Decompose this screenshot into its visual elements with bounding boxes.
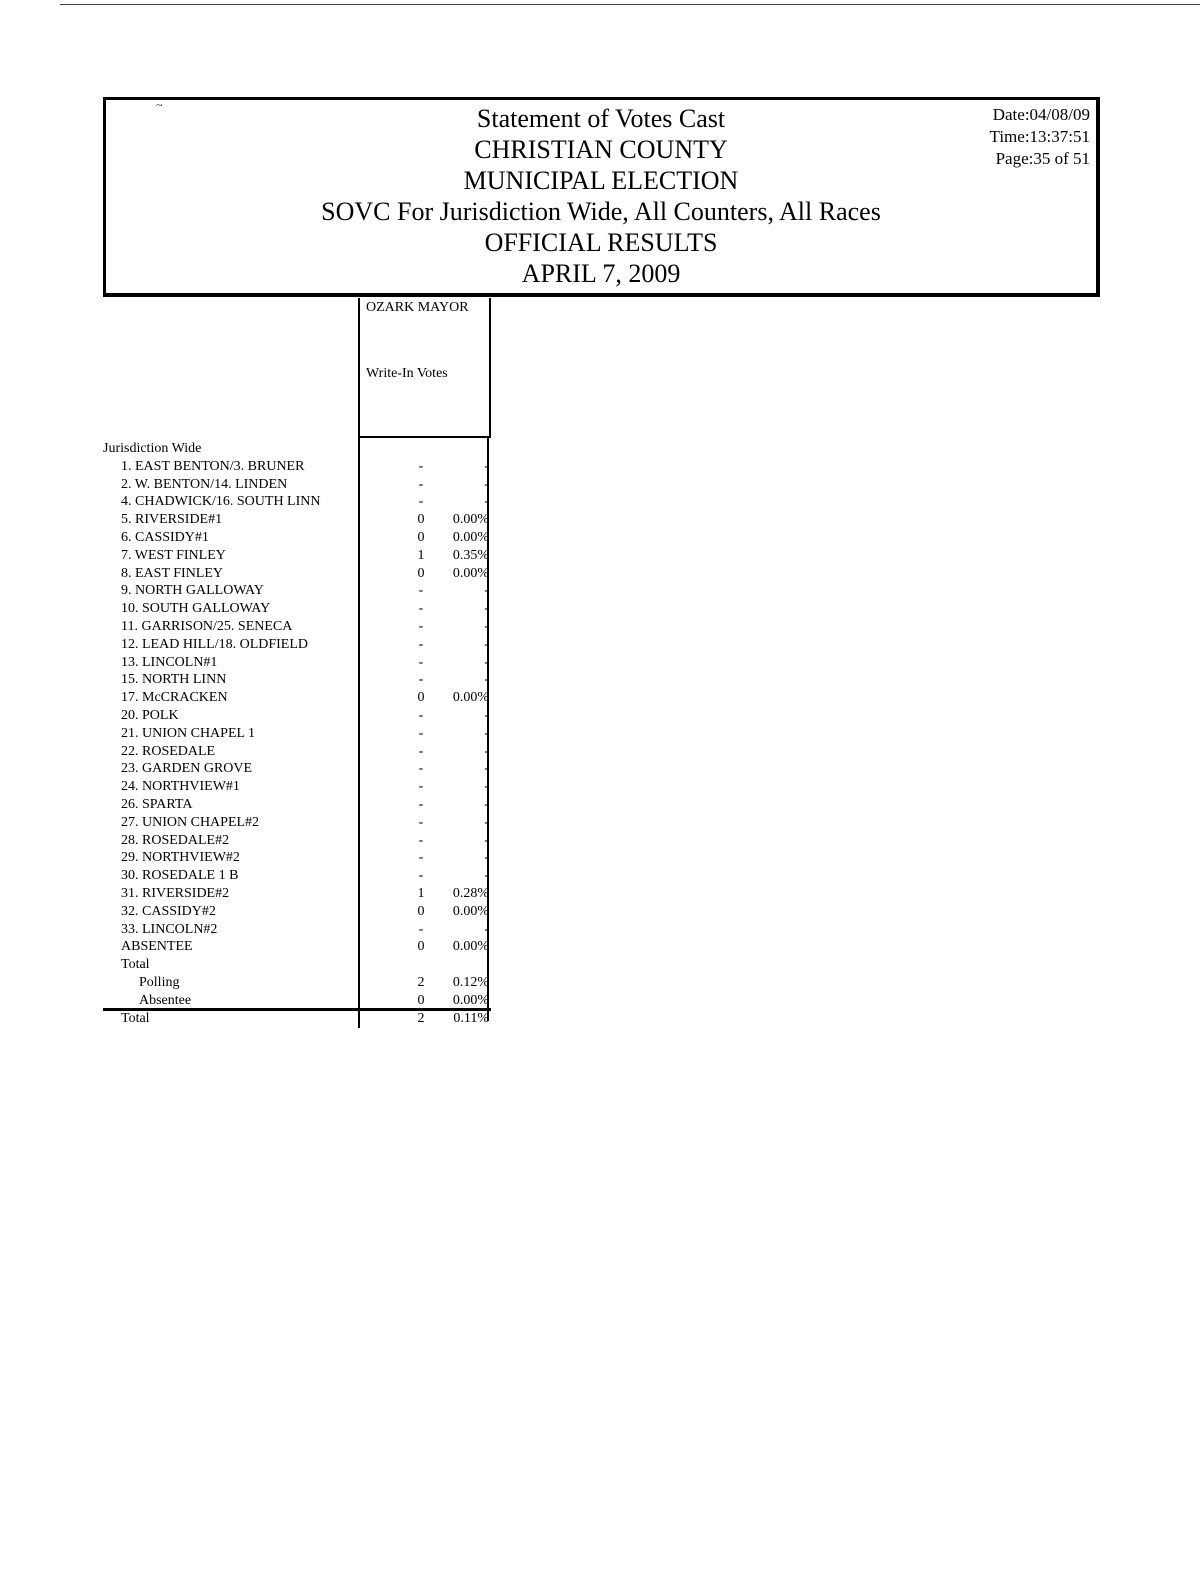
precinct-label: 24. NORTHVIEW#1 <box>121 779 240 795</box>
vote-percent: - <box>484 832 489 848</box>
election-date: APRIL 7, 2009 <box>521 259 681 288</box>
table-row <box>103 689 493 707</box>
table-row <box>103 921 493 939</box>
vote-count: 1 <box>417 885 425 901</box>
table-row <box>103 707 493 725</box>
vote-count: - <box>418 743 424 759</box>
vote-percent: - <box>484 814 489 830</box>
vote-count: - <box>418 583 424 599</box>
vote-count: - <box>418 921 424 937</box>
county-name: CHRISTIAN COUNTY <box>474 135 728 164</box>
precinct-label: 9. NORTH GALLOWAY <box>121 583 264 599</box>
table-row <box>103 903 493 921</box>
vote-count: - <box>418 832 424 848</box>
table-row <box>103 938 493 956</box>
vote-count: 0 <box>417 529 425 545</box>
table-row <box>103 849 493 867</box>
precinct-label: Total <box>121 957 150 973</box>
table-row <box>103 458 493 476</box>
precinct-label: 2. W. BENTON/14. LINDEN <box>121 476 288 492</box>
precinct-label: 5. RIVERSIDE#1 <box>121 512 223 528</box>
table-row <box>103 743 493 761</box>
vote-count: 2 <box>417 1010 425 1026</box>
precinct-label: 8. EAST FINLEY <box>121 565 224 581</box>
vote-count: 0 <box>417 903 425 919</box>
precinct-label: 29. NORTHVIEW#2 <box>121 850 240 866</box>
table-row <box>103 529 493 547</box>
vote-percent: - <box>484 850 489 866</box>
vote-percent: - <box>484 476 489 492</box>
table-row <box>103 778 493 796</box>
precinct-label: 28. ROSEDALE#2 <box>121 832 230 848</box>
precinct-label: 23. GARDEN GROVE <box>121 761 253 777</box>
precinct-label: 11. GARRISON/25. SENECA <box>121 618 293 634</box>
precinct-label: 32. CASSIDY#2 <box>121 903 216 919</box>
table-row <box>103 547 493 565</box>
vote-percent: 0.00% <box>452 903 489 919</box>
vote-count: - <box>418 850 424 866</box>
precinct-label: 7. WEST FINLEY <box>121 547 226 563</box>
vote-count: - <box>418 458 424 474</box>
precinct-label: 13. LINCOLN#1 <box>121 654 218 670</box>
table-row <box>103 671 493 689</box>
vote-count: 0 <box>417 565 425 581</box>
vote-percent: - <box>484 494 489 510</box>
vote-count: - <box>418 654 424 670</box>
table-row <box>103 1010 493 1028</box>
vote-count: - <box>418 707 424 723</box>
precinct-label: 15. NORTH LINN <box>121 672 227 688</box>
vote-percent: - <box>484 921 489 937</box>
precinct-label: 10. SOUTH GALLOWAY <box>121 601 271 617</box>
table-row <box>103 867 493 885</box>
table-row <box>103 493 493 511</box>
vote-percent: - <box>484 672 489 688</box>
vote-percent: - <box>484 725 489 741</box>
table-row <box>103 796 493 814</box>
race-name: OZARK MAYOR <box>366 300 469 315</box>
vote-count: 0 <box>417 690 425 706</box>
report-date: Date:04/08/09 <box>992 105 1090 124</box>
vote-percent: 0.35% <box>452 547 489 563</box>
vote-percent: - <box>484 743 489 759</box>
report-time: Time:13:37:51 <box>989 127 1090 146</box>
table-row <box>103 565 493 583</box>
vote-percent: - <box>484 618 489 634</box>
table-row <box>103 760 493 778</box>
vote-percent: - <box>484 761 489 777</box>
precinct-label: 1. EAST BENTON/3. BRUNER <box>121 458 305 474</box>
table-row <box>103 618 493 636</box>
vote-percent: 0.00% <box>452 529 489 545</box>
table-row <box>103 992 493 1010</box>
vote-percent: - <box>484 636 489 652</box>
vote-percent: 0.00% <box>452 690 489 706</box>
report-title-block <box>106 103 1096 289</box>
page-number: Page:35 of 51 <box>995 149 1090 168</box>
scan-mark: ~ <box>156 98 163 112</box>
vote-percent: - <box>484 779 489 795</box>
precinct-label: 27. UNION CHAPEL#2 <box>121 814 260 830</box>
table-row <box>103 582 493 600</box>
results-table <box>103 440 493 1027</box>
vote-percent: - <box>484 583 489 599</box>
precinct-label: 17. McCRACKEN <box>121 690 228 706</box>
vote-percent: - <box>484 654 489 670</box>
precinct-label: Absentee <box>139 992 192 1008</box>
scan-top-edge <box>60 4 1200 5</box>
table-row <box>103 636 493 654</box>
precinct-label: 22. ROSEDALE <box>121 743 216 759</box>
precinct-label: 4. CHADWICK/16. SOUTH LINN <box>121 494 321 510</box>
vote-percent: 0.00% <box>452 565 489 581</box>
report-meta <box>990 104 1090 170</box>
table-row <box>103 885 493 903</box>
table-row <box>103 832 493 850</box>
precinct-label: 20. POLK <box>121 707 179 723</box>
table-row <box>103 956 493 974</box>
vote-count: - <box>418 868 424 884</box>
report-title: Statement of Votes Cast <box>476 104 726 133</box>
table-row <box>103 476 493 494</box>
table-row <box>103 725 493 743</box>
vote-percent: 0.00% <box>452 512 489 528</box>
precinct-label: 31. RIVERSIDE#2 <box>121 885 230 901</box>
vote-percent: - <box>484 796 489 812</box>
precinct-label: Jurisdiction Wide <box>103 441 202 456</box>
precinct-label: 21. UNION CHAPEL 1 <box>121 725 256 741</box>
precinct-label: 12. LEAD HILL/18. OLDFIELD <box>121 636 309 652</box>
vote-percent: - <box>484 707 489 723</box>
vote-percent: 0.12% <box>452 974 489 990</box>
vote-count: - <box>418 476 424 492</box>
vote-count: - <box>418 725 424 741</box>
vote-count: 1 <box>417 547 425 563</box>
vote-count: 0 <box>417 939 425 955</box>
vote-percent: 0.28% <box>452 885 489 901</box>
vote-percent: 0.00% <box>452 939 489 955</box>
vote-count: 0 <box>417 512 425 528</box>
table-row <box>103 600 493 618</box>
vote-count: - <box>418 494 424 510</box>
vote-count: 2 <box>417 974 425 990</box>
candidate-name: Write-In Votes <box>366 366 448 381</box>
table-row <box>103 654 493 672</box>
table-row <box>103 440 493 458</box>
vote-percent: - <box>484 868 489 884</box>
report-scope: SOVC For Jurisdiction Wide, All Counters, All Races <box>321 197 881 226</box>
report-header <box>103 97 1100 297</box>
precinct-label: Total <box>121 1010 150 1026</box>
results-status: OFFICIAL RESULTS <box>484 228 718 257</box>
table-row <box>103 974 493 992</box>
table-row <box>103 511 493 529</box>
vote-count: - <box>418 618 424 634</box>
precinct-label: 6. CASSIDY#1 <box>121 529 209 545</box>
election-name: MUNICIPAL ELECTION <box>463 166 739 195</box>
vote-percent: 0.11% <box>453 1010 489 1026</box>
vote-count: - <box>418 761 424 777</box>
precinct-label: 30. ROSEDALE 1 B <box>121 868 239 884</box>
precinct-label: ABSENTEE <box>121 939 193 955</box>
vote-percent: - <box>484 458 489 474</box>
vote-count: - <box>418 672 424 688</box>
precinct-label: Polling <box>139 974 180 990</box>
vote-count: - <box>418 814 424 830</box>
table-row <box>103 814 493 832</box>
race-column-header <box>358 298 491 438</box>
vote-count: - <box>418 779 424 795</box>
vote-count: - <box>418 796 424 812</box>
vote-count: 0 <box>417 992 425 1008</box>
vote-percent: 0.00% <box>452 992 489 1008</box>
vote-count: - <box>418 636 424 652</box>
vote-count: - <box>418 601 424 617</box>
vote-percent: - <box>484 601 489 617</box>
precinct-label: 26. SPARTA <box>121 796 193 812</box>
precinct-label: 33. LINCOLN#2 <box>121 921 218 937</box>
total-separator-line <box>103 1008 491 1011</box>
